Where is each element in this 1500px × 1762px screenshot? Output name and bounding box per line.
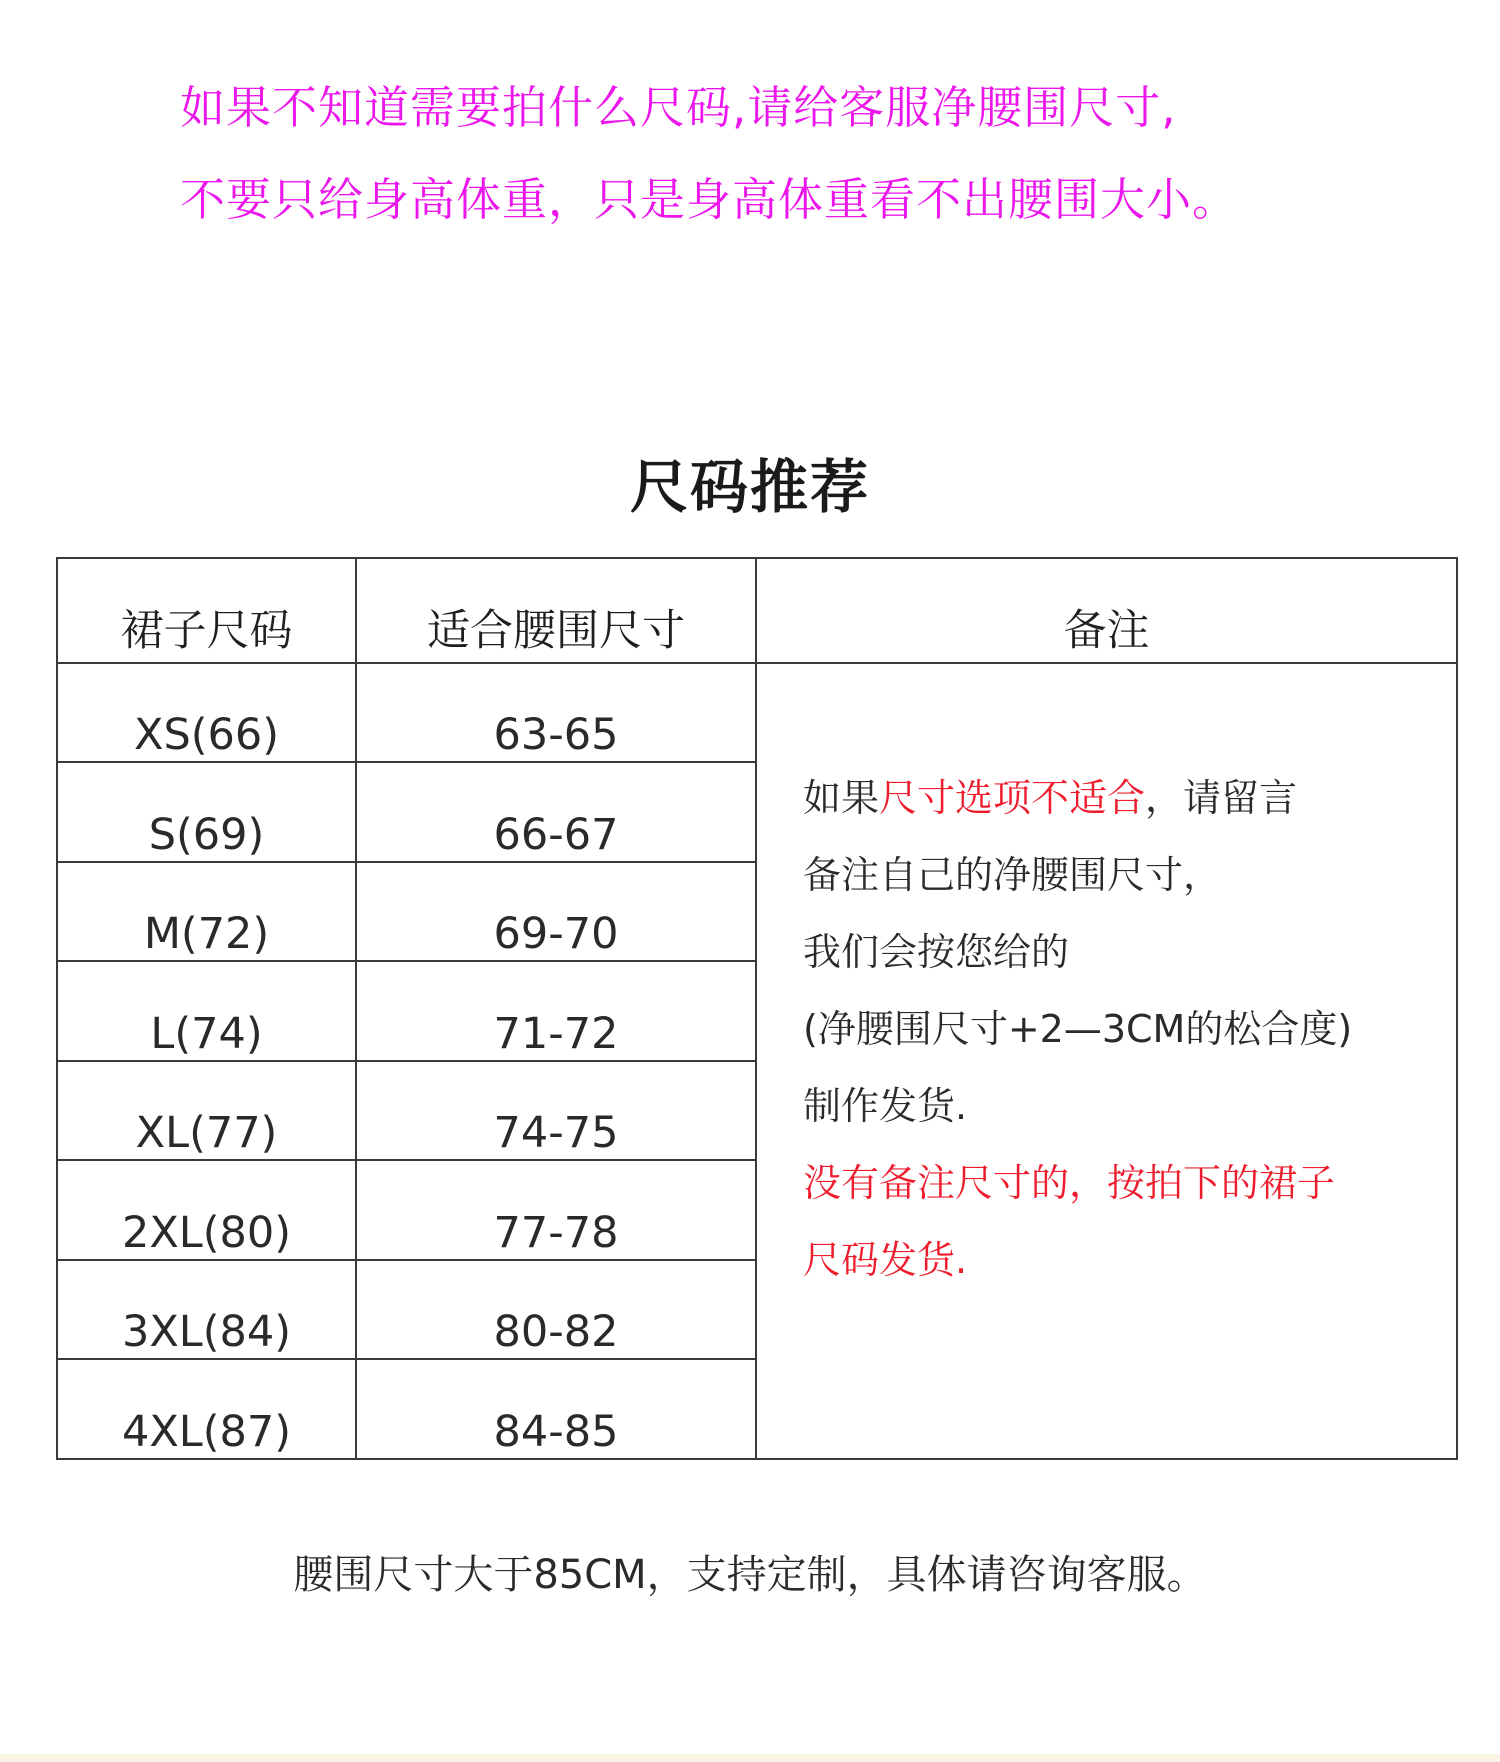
table-row [57, 663, 1457, 763]
size-recommendation-table [56, 557, 1458, 1460]
size-cell: L(74) [57, 961, 356, 1061]
waist-cell: 74-75 [356, 1061, 756, 1161]
notice-line-2: 不要只给身高体重，只是身高体重看不出腰围大小。 [180, 173, 1239, 226]
header-dress-size: 裙子尺码 [57, 558, 356, 663]
size-cell: XS(66) [57, 663, 356, 763]
note-line-1: 如果尺寸选项不适合，请留言 [803, 775, 1298, 820]
size-cell: XL(77) [57, 1061, 356, 1161]
size-cell: 2XL(80) [57, 1160, 356, 1260]
bottom-strip [0, 1754, 1500, 1762]
header-notes: 备注 [756, 558, 1457, 663]
note-line-4: (净腰围尺寸+2—3CM的松合度) [803, 1006, 1353, 1051]
waist-cell: 84-85 [356, 1359, 756, 1459]
notice-line-1: 如果不知道需要拍什么尺码,请给客服净腰围尺寸, [180, 81, 1177, 134]
header-waist-size: 适合腰围尺寸 [356, 558, 756, 663]
note-line-2: 备注自己的净腰围尺寸， [803, 852, 1222, 897]
size-cell: S(69) [57, 762, 356, 862]
notice-text [180, 62, 1380, 246]
waist-cell: 63-65 [356, 663, 756, 763]
table-header-row [57, 558, 1457, 663]
note-line-7: 尺码发货. [803, 1237, 968, 1282]
size-cell: M(72) [57, 862, 356, 962]
waist-cell: 66-67 [356, 762, 756, 862]
size-cell: 3XL(84) [57, 1260, 356, 1360]
notes-cell [756, 663, 1457, 1459]
note-line-5: 制作发货. [803, 1083, 968, 1128]
footer-note: 腰围尺寸大于85CM，支持定制，具体请咨询客服。 [293, 1552, 1207, 1598]
waist-cell: 77-78 [356, 1160, 756, 1260]
size-cell: 4XL(87) [57, 1359, 356, 1459]
note-line-6: 没有备注尺寸的，按拍下的裙子 [803, 1160, 1336, 1205]
waist-cell: 69-70 [356, 862, 756, 962]
page-title: 尺码推荐 [629, 453, 870, 521]
waist-cell: 71-72 [356, 961, 756, 1061]
waist-cell: 80-82 [356, 1260, 756, 1360]
note-line-3: 我们会按您给的 [803, 929, 1070, 974]
